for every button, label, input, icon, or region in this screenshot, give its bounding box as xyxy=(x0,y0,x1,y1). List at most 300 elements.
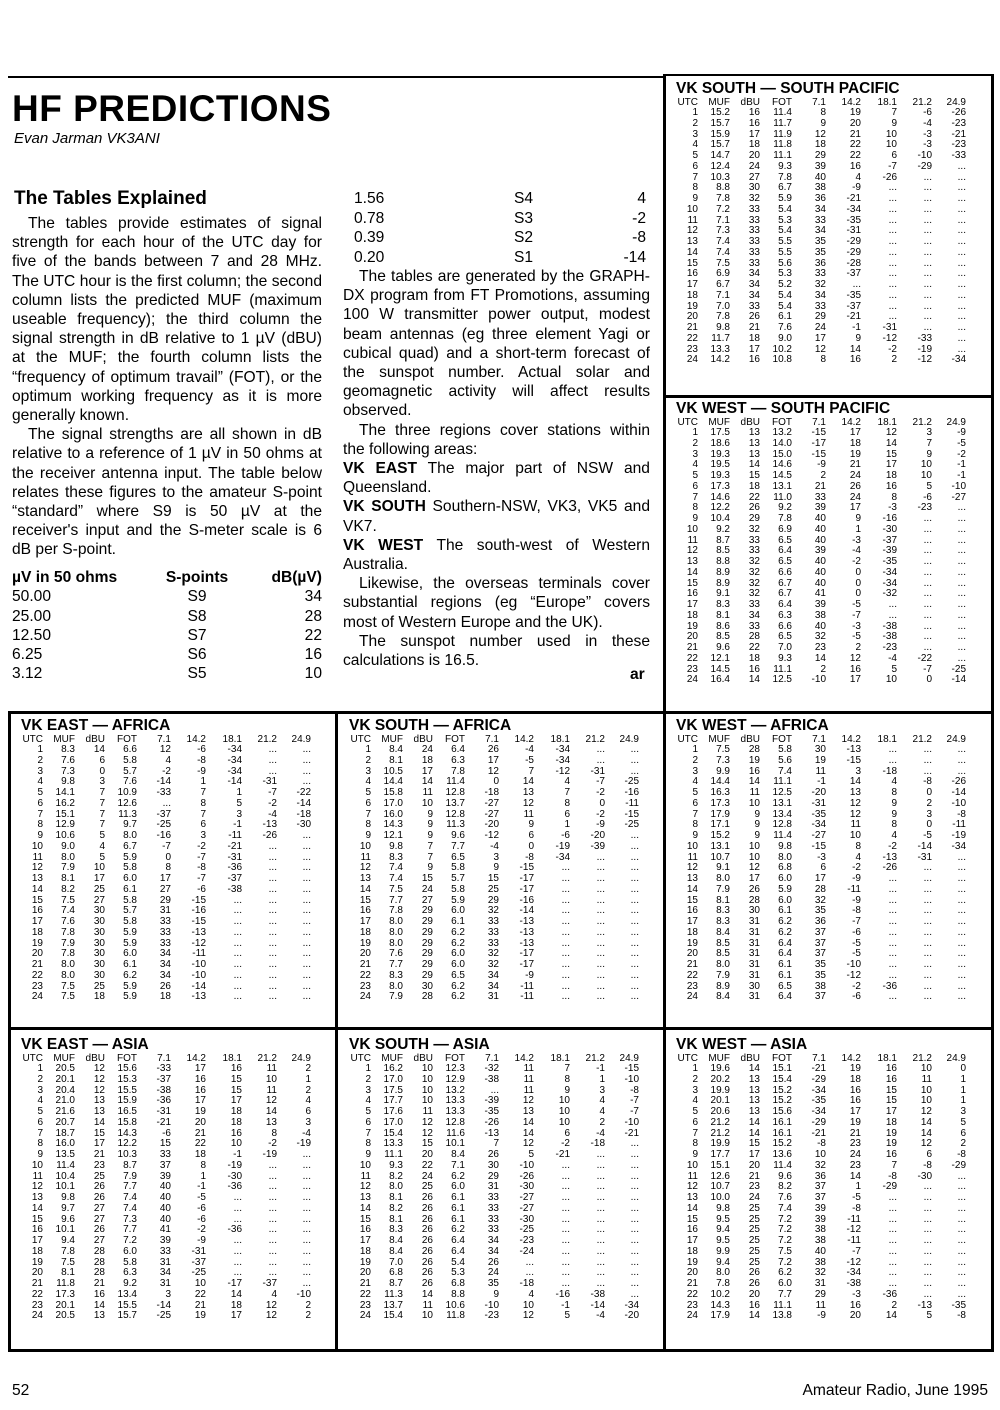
table-cell: 6 xyxy=(564,808,570,820)
table-cell: 4 xyxy=(165,754,171,766)
table-cell: 15.3 xyxy=(117,1073,137,1085)
prediction-table xyxy=(668,1053,990,1322)
table-cell: 7.5 xyxy=(61,980,75,992)
table-cell: 7.8 xyxy=(778,513,792,524)
table-cell: -18 xyxy=(882,765,897,777)
table-cell: 6.1 xyxy=(123,959,137,970)
table-cell: 7.8 xyxy=(389,905,403,917)
table-cell: 35 xyxy=(487,1278,499,1289)
table-cell: 30 xyxy=(93,916,105,927)
table-cell: -34 xyxy=(951,354,966,366)
table-cell: 5.9 xyxy=(123,937,137,949)
table-cell: 10.7 xyxy=(710,851,730,863)
table-cell: 16 xyxy=(885,1149,897,1160)
table-cell: 22 xyxy=(849,139,861,151)
conversion-cell: -2 xyxy=(632,209,646,227)
table-cell: 9.2 xyxy=(123,1278,137,1289)
table-cell: ... xyxy=(923,1235,932,1246)
table-cell: -12 xyxy=(555,765,570,777)
table-cell: 17.9 xyxy=(710,808,730,820)
table-cell: 22 xyxy=(31,969,43,981)
table-cell: 12 xyxy=(487,765,499,777)
table-cell: 20 xyxy=(359,1267,371,1279)
table-cell: 10 xyxy=(93,862,105,874)
table-cell: 10 xyxy=(421,1073,433,1085)
table-cell: 3 xyxy=(599,1084,605,1096)
table-cell: -26 xyxy=(882,862,897,874)
table-cell: 26 xyxy=(487,744,499,755)
table-cell: 2 xyxy=(365,754,371,766)
table-cell: ... xyxy=(888,311,897,323)
table-cell: 6.0 xyxy=(451,948,465,960)
table-cell: -29 xyxy=(811,1073,826,1085)
table-cell: 12 xyxy=(849,808,861,820)
table-cell: 6.0 xyxy=(123,1245,137,1257)
table-cell: 29 xyxy=(487,894,499,906)
table-row xyxy=(341,971,661,982)
table-cell: 18 xyxy=(31,1245,43,1257)
table-cell: 24 xyxy=(849,491,861,503)
table-cell: 10.8 xyxy=(772,354,792,366)
table-cell: 11 xyxy=(815,1299,826,1311)
table-cell: 4 xyxy=(692,139,698,151)
table-cell: 28 xyxy=(748,744,760,755)
table-cell: -18 xyxy=(296,808,311,820)
table-cell: ... xyxy=(596,1245,605,1257)
table-cell: 3 xyxy=(692,128,698,140)
table-cell: 11 xyxy=(523,808,534,820)
table-cell: ... xyxy=(268,926,277,938)
table-cell: 18 xyxy=(230,1106,242,1117)
table-cell: 12 xyxy=(159,744,171,755)
table-cell: 40 xyxy=(814,534,826,546)
table-cell: 8.4 xyxy=(716,991,730,1003)
table-cell: 14 xyxy=(920,1127,932,1139)
table-cell: 28 xyxy=(93,1256,105,1268)
table-cell: -20 xyxy=(811,787,826,798)
table-cell: 21 xyxy=(359,959,371,970)
table-cell: 11 xyxy=(749,787,760,798)
table-cell: -31 xyxy=(917,851,932,863)
table-cell: -8 xyxy=(852,1202,861,1214)
table-cell: 12.5 xyxy=(772,787,792,798)
table-cell: 8.3 xyxy=(389,851,403,863)
table-cell: -32 xyxy=(484,1063,499,1074)
table-cell: 10.1 xyxy=(55,1224,75,1236)
table-cell: 15.7 xyxy=(710,139,730,151)
table-cell: 24 xyxy=(421,883,433,895)
table-cell: ... xyxy=(957,652,966,664)
conversion-row xyxy=(12,645,332,664)
table-cell: ... xyxy=(630,959,639,970)
table-cell: 34 xyxy=(487,1245,499,1257)
table-cell: -11 xyxy=(952,819,966,831)
table-cell: 14 xyxy=(230,1288,242,1300)
table-cell: -7 xyxy=(268,787,277,798)
table-cell: -9 xyxy=(197,765,206,777)
table-cell: 23 xyxy=(359,1299,371,1311)
table-cell: 39 xyxy=(159,1170,171,1182)
table-cell: 38 xyxy=(814,1235,826,1246)
table-cell: ... xyxy=(630,926,639,938)
table-cell: 9.7 xyxy=(61,1202,75,1214)
table-cell: ... xyxy=(957,991,966,1003)
table-cell: ... xyxy=(923,744,932,755)
table-cell: ... xyxy=(923,1278,932,1289)
table-cell: 11 xyxy=(687,1170,698,1182)
header-cell: 7.1 xyxy=(485,734,499,745)
table-cell: 13.6 xyxy=(772,1149,792,1160)
table-cell: -36 xyxy=(882,980,897,992)
header-cell: 14.2 xyxy=(841,1053,861,1064)
table-row xyxy=(341,1075,661,1086)
table-cell: 28 xyxy=(93,1267,105,1279)
table-cell: 9 xyxy=(427,862,433,874)
table-cell: 14.0 xyxy=(772,437,792,449)
table-cell: 19 xyxy=(686,1256,698,1268)
table-cell: 26 xyxy=(748,1278,760,1289)
table-cell: -5 xyxy=(852,1192,861,1203)
table-cell: ... xyxy=(630,1213,639,1225)
table-cell: 17 xyxy=(421,765,433,777)
table-cell: -34 xyxy=(555,744,570,755)
table-cell: ... xyxy=(957,332,966,344)
table-cell: 8 xyxy=(37,819,43,831)
table-cell: 6.5 xyxy=(778,534,792,546)
table-cell: 5.3 xyxy=(778,268,792,280)
table-cell: 21 xyxy=(849,1127,861,1139)
table-cell: ... xyxy=(852,279,861,290)
header-cell: 14.2 xyxy=(841,97,861,108)
table-cell: -17 xyxy=(519,948,534,960)
table-cell: 14 xyxy=(93,744,105,755)
table-cell: -11 xyxy=(192,948,206,960)
table-cell: 5 xyxy=(365,787,371,798)
table-cell: 9 xyxy=(855,513,861,524)
table-cell: 31 xyxy=(748,926,760,938)
table-cell: 0 xyxy=(926,787,932,798)
table-cell: 5.3 xyxy=(451,1267,465,1279)
table-cell: 32 xyxy=(748,556,760,567)
table-cell: 15.8 xyxy=(383,787,403,798)
table-cell: 1 xyxy=(960,1095,966,1107)
table-cell: 14 xyxy=(849,776,861,788)
table-cell: ... xyxy=(923,545,932,557)
table-cell: 6 xyxy=(692,480,698,492)
table-cell: -38 xyxy=(590,1288,605,1300)
table-cell: 36 xyxy=(814,1170,826,1182)
table-cell: 15 xyxy=(359,894,371,906)
table-cell: 33 xyxy=(487,926,499,938)
table-cell: 8.0 xyxy=(778,851,792,863)
table-cell: 21 xyxy=(686,642,698,653)
table-cell: 39 xyxy=(159,1235,171,1246)
table-cell: 40 xyxy=(159,1202,171,1214)
table-cell: 21 xyxy=(194,1127,206,1139)
table-cell: 19 xyxy=(885,1138,897,1150)
table-cell: -7 xyxy=(630,1106,639,1117)
table-cell: 14 xyxy=(522,1116,534,1128)
table-cell: 27 xyxy=(748,171,760,183)
table-title: VK EAST — ASIA xyxy=(21,1036,149,1053)
table-cell: 14 xyxy=(849,343,861,355)
table-cell: 8.5 xyxy=(716,545,730,557)
table-cell: 26 xyxy=(421,1192,433,1203)
table-cell: 24 xyxy=(849,1149,861,1160)
table-cell: 13.4 xyxy=(772,808,792,820)
table-cell: ... xyxy=(268,1192,277,1203)
table-cell: 6 xyxy=(926,1149,932,1160)
table-cell: 13 xyxy=(849,787,861,798)
table-cell: ... xyxy=(268,840,277,852)
table-cell: -9 xyxy=(852,894,861,906)
table-cell: -2 xyxy=(852,980,861,992)
table-cell: 24 xyxy=(686,674,698,686)
table-cell: -34 xyxy=(811,1084,826,1096)
table-cell: ... xyxy=(302,991,311,1003)
table-cell: 3 xyxy=(692,765,698,777)
table-cell: 30 xyxy=(814,744,826,755)
table-cell: ... xyxy=(268,1213,277,1225)
table-cell: 7 xyxy=(692,808,698,820)
table-cell: -19 xyxy=(917,343,932,355)
table-cell: 17 xyxy=(194,1095,206,1107)
table-cell: -31 xyxy=(156,1106,171,1117)
table-cell: ... xyxy=(957,642,966,653)
table-cell: 7 xyxy=(99,797,105,809)
table-row xyxy=(13,928,333,939)
table-cell: -39 xyxy=(484,1095,499,1107)
table-cell: 16 xyxy=(849,354,861,366)
table-cell: 14 xyxy=(31,1202,43,1214)
table-cell: -5 xyxy=(923,830,932,841)
table-cell: 7 xyxy=(427,840,433,852)
table-row xyxy=(341,928,661,939)
table-cell: -37 xyxy=(262,1278,277,1289)
table-cell: 7 xyxy=(200,808,206,820)
table-cell: 7.5 xyxy=(61,1256,75,1268)
table-cell: 24 xyxy=(359,1310,371,1322)
table-cell: ... xyxy=(888,246,897,258)
table-cell: 18 xyxy=(849,1073,861,1085)
table-cell: 14.1 xyxy=(55,787,75,798)
table-cell: 20.1 xyxy=(55,1073,75,1085)
table-cell: 38 xyxy=(814,1224,826,1236)
table-cell: ... xyxy=(302,1256,311,1268)
table-cell: 16 xyxy=(849,663,861,675)
table-cell: -19 xyxy=(296,1138,311,1150)
table-cell: 33 xyxy=(814,300,826,312)
table-cell: ... xyxy=(957,193,966,204)
table-cell: 26 xyxy=(421,1202,433,1214)
table-cell: 9.0 xyxy=(778,332,792,344)
table-cell: 12 xyxy=(265,1095,277,1107)
table-cell: 8 xyxy=(855,840,861,852)
table-cell: 14 xyxy=(885,1310,897,1322)
table-cell: 3 xyxy=(692,448,698,460)
table-cell: 39 xyxy=(814,502,826,514)
table-cell: 21 xyxy=(93,1149,105,1160)
table-cell: -5 xyxy=(957,437,966,449)
table-cell: 10 xyxy=(920,459,932,471)
table-cell: 6.4 xyxy=(778,991,792,1003)
middle-column-text xyxy=(343,267,650,670)
table-row xyxy=(13,1118,333,1129)
table-cell: -5 xyxy=(197,1192,206,1203)
table-cell: 8 xyxy=(891,819,897,831)
table-cell: ... xyxy=(957,322,966,333)
table-cell: -8 xyxy=(197,754,206,766)
table-cell: ... xyxy=(630,1138,639,1150)
table-cell: -14 xyxy=(156,776,171,788)
table-cell: ... xyxy=(630,991,639,1003)
table-vk-south-africa xyxy=(341,717,661,1027)
table-cell: 16 xyxy=(359,905,371,917)
table-cell: ... xyxy=(888,182,897,194)
table-cell: 30 xyxy=(93,969,105,981)
table-cell: 40 xyxy=(159,1181,171,1193)
table-cell: 26 xyxy=(748,883,760,895)
table-cell: ... xyxy=(630,1278,639,1289)
table-cell: 18 xyxy=(31,926,43,938)
table-cell: 2 xyxy=(692,437,698,449)
table-cell: -6 xyxy=(561,830,570,841)
table-cell: 17 xyxy=(885,459,897,471)
table-cell: ... xyxy=(302,905,311,917)
table-cell: 7 xyxy=(427,851,433,863)
table-cell: 20 xyxy=(748,150,760,161)
table-cell: 5.9 xyxy=(778,883,792,895)
table-cell: 21 xyxy=(31,959,43,970)
table-cell: -4 xyxy=(888,652,897,664)
table-cell: -17 xyxy=(227,1278,242,1289)
table-cell: 7 xyxy=(493,1138,499,1150)
table-cell: 7.2 xyxy=(778,1213,792,1225)
table-cell: 11 xyxy=(523,1073,534,1085)
table-cell: -7 xyxy=(596,776,605,788)
table-cell: 40 xyxy=(814,523,826,535)
table-cell: 9 xyxy=(754,819,760,831)
table-cell: 10 xyxy=(558,1106,570,1117)
table-cell: 21 xyxy=(814,480,826,492)
table-cell: 4 xyxy=(692,1095,698,1107)
table-cell: ... xyxy=(268,1235,277,1246)
table-vk-west-africa xyxy=(668,717,990,1027)
table-cell: ... xyxy=(888,257,897,269)
table-cell: ... xyxy=(596,873,605,884)
table-cell: 10 xyxy=(885,674,897,686)
table-row xyxy=(668,1118,990,1129)
header-cell: 24.9 xyxy=(291,1053,311,1064)
table-cell: 8.8 xyxy=(716,182,730,194)
table-cell: 19.5 xyxy=(710,459,730,471)
conversion-cell: -8 xyxy=(632,229,646,246)
table-cell: 7.1 xyxy=(451,1159,465,1171)
table-cell: 21 xyxy=(93,1278,105,1289)
table-cell: ... xyxy=(302,765,311,777)
table-cell: -23 xyxy=(951,117,966,129)
table-cell: ... xyxy=(923,171,932,183)
table-cell: ... xyxy=(957,894,966,906)
conversion-cell: 1.56 xyxy=(354,190,385,207)
conversion-cell: -14 xyxy=(623,248,646,266)
table-cell: 37 xyxy=(814,991,826,1003)
table-cell: 14 xyxy=(748,1063,760,1074)
header-cell: 7.1 xyxy=(812,97,826,108)
table-cell: -1 xyxy=(852,322,861,333)
table-cell: 41 xyxy=(814,588,826,600)
table-cell: 13 xyxy=(686,236,698,247)
table-cell: 1 xyxy=(692,107,698,118)
table-cell: 20.4 xyxy=(55,1084,75,1096)
table-cell: 34 xyxy=(748,289,760,301)
table-cell: -1 xyxy=(957,470,966,481)
table-cell: ... xyxy=(957,203,966,215)
header-cell: dBU xyxy=(85,734,105,745)
table-cell: 20.6 xyxy=(710,1106,730,1117)
table-cell: 11.9 xyxy=(773,128,792,140)
grid-line xyxy=(8,711,11,1352)
table-cell: 9 xyxy=(37,830,43,841)
table-cell: 16 xyxy=(748,1299,760,1311)
table-cell: 5.9 xyxy=(778,193,792,204)
table-cell: 8.2 xyxy=(389,1170,403,1182)
table-cell: 12 xyxy=(522,1138,534,1150)
table-cell: 15.2 xyxy=(772,1084,792,1096)
table-cell: 7.4 xyxy=(123,1202,137,1214)
table-cell: ... xyxy=(596,926,605,938)
table-cell: 13.8 xyxy=(772,1310,792,1322)
table-cell: 6.2 xyxy=(778,916,792,927)
table-cell: ... xyxy=(561,916,570,927)
table-cell: 8 xyxy=(692,502,698,514)
table-cell: 23 xyxy=(359,980,371,992)
table-cell: -35 xyxy=(811,1095,826,1107)
table-row xyxy=(668,291,990,302)
table-cell: -5 xyxy=(852,599,861,610)
conversion-cell: 0.39 xyxy=(354,229,385,246)
table-cell: 15.9 xyxy=(710,128,730,140)
table-cell: 8 xyxy=(365,1138,371,1150)
table-cell: 9.8 xyxy=(389,840,403,852)
table-cell: 12 xyxy=(885,427,897,438)
region-text: The major part of NSW and Queensland. xyxy=(343,460,650,497)
table-cell: 33 xyxy=(748,236,760,247)
table-cell: 24 xyxy=(487,1267,499,1279)
table-cell: 16.5 xyxy=(117,1106,137,1117)
table-row xyxy=(668,205,990,216)
table-cell: 9 xyxy=(365,1149,371,1160)
table-cell: -9 xyxy=(957,427,966,438)
table-cell: ... xyxy=(923,1181,932,1193)
table-cell: 13.2 xyxy=(445,1084,465,1096)
table-cell: ... xyxy=(630,1159,639,1171)
table-cell: 8.5 xyxy=(716,948,730,960)
table-cell: 16 xyxy=(885,1073,897,1085)
grid-line xyxy=(8,1027,994,1030)
table-title: VK SOUTH — SOUTH PACIFIC xyxy=(676,80,900,97)
table-cell: ... xyxy=(888,1202,897,1214)
table-cell: 25 xyxy=(748,1245,760,1257)
table-cell: ... xyxy=(957,883,966,895)
table-cell: 1 xyxy=(855,1181,861,1193)
table-cell: 8.0 xyxy=(389,937,403,949)
table-cell: 15 xyxy=(359,1213,371,1225)
table-cell: 11 xyxy=(523,1084,534,1096)
table-cell: 7.2 xyxy=(778,1224,792,1236)
table-cell: 17.0 xyxy=(383,1116,403,1128)
table-cell: 16 xyxy=(31,905,43,917)
